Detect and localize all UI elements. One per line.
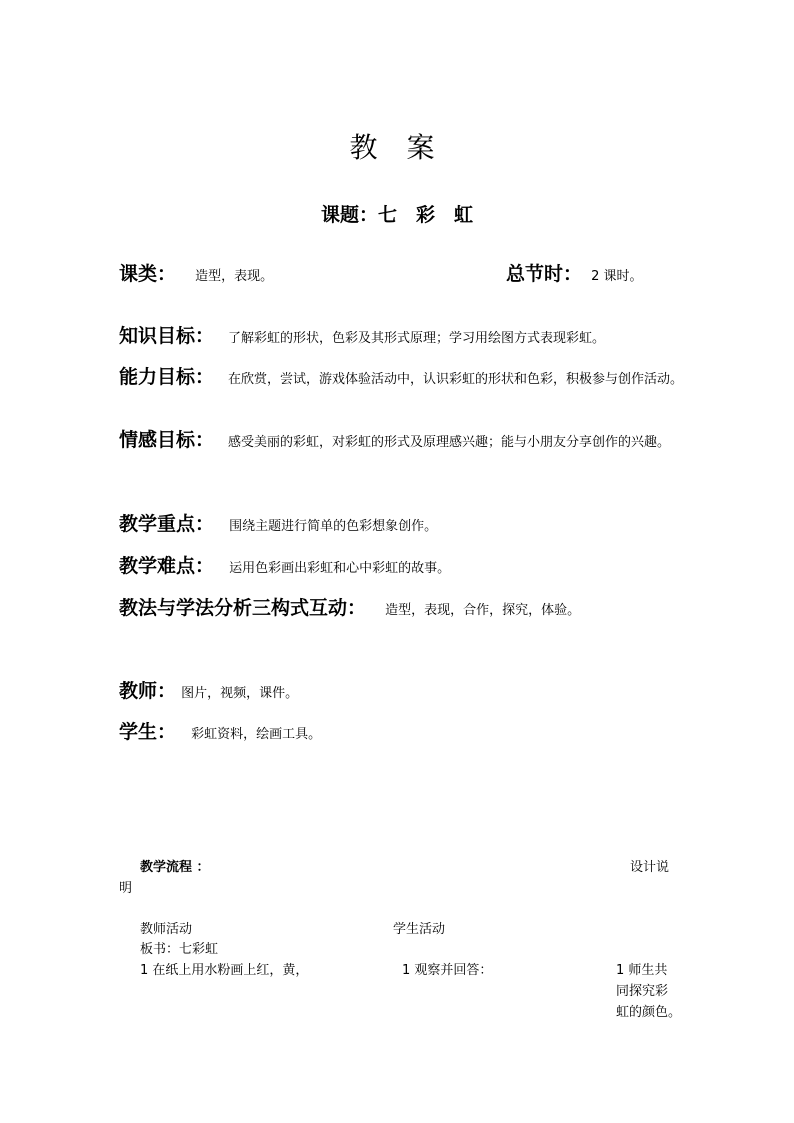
teacher-step-1: 1 在纸上用水粉画上红，黄，: [140, 963, 309, 978]
teaching-method-text: 造型，表现，合作，探究，体验。: [385, 603, 581, 618]
emotion-goal-label: 情感目标：: [119, 429, 215, 451]
emotion-goal: [119, 425, 689, 458]
teaching-difficulty: [119, 551, 450, 578]
lesson-type-row: [119, 259, 273, 286]
student-activity-header: 学生活动: [393, 922, 446, 937]
teaching-key-point: [119, 509, 437, 536]
student-prep-text: 彩虹资料，绘画工具。: [191, 727, 322, 742]
student-step-1: 1 观察并回答：: [402, 963, 493, 978]
knowledge-goal-text: 了解彩虹的形状，色彩及其形式原理；学习用绘图方式表现彩虹。: [228, 331, 606, 346]
teacher-activity-header: 教师活动: [140, 922, 193, 937]
teacher-prep-label: 教师：: [119, 680, 177, 702]
teaching-method-label: 教法与学法分析三构式互动：: [119, 597, 367, 619]
document-title: 教 案: [349, 131, 445, 164]
teaching-method: [119, 593, 580, 620]
student-prep-label: 学生：: [119, 721, 177, 743]
emotion-goal-text: 感受美丽的彩虹，对彩虹的形式及原理感兴趣；能与小朋友分享创作的兴趣。: [228, 435, 671, 450]
design-note-heading: 设计说: [630, 860, 670, 875]
knowledge-goal-label: 知识目标：: [119, 325, 215, 347]
design-note-1-line-2: 同探究彩: [616, 984, 669, 999]
teacher-prep: [119, 676, 298, 703]
ability-goal: [119, 362, 689, 395]
lesson-subject: 课题：七 彩 虹: [320, 204, 473, 226]
board-writing: 板书：七彩虹: [140, 942, 219, 957]
ability-goal-label: 能力目标：: [119, 366, 215, 388]
design-note-1-line-1: 1 师生共: [616, 963, 668, 978]
total-hours-label: 总节时：: [506, 263, 583, 285]
teaching-key-text: 围绕主题进行简单的色彩想象创作。: [229, 519, 438, 534]
teaching-difficulty-text: 运用色彩画出彩虹和心中彩虹的故事。: [229, 561, 451, 576]
knowledge-goal: [119, 321, 689, 354]
total-hours-row: [506, 259, 643, 286]
teaching-flow-heading: 教学流程 ：: [140, 860, 210, 875]
lesson-type-value: 造型，表现。: [195, 269, 274, 284]
ability-goal-text: 在欣赏，尝试，游戏体验活动中，认识彩虹的形状和色彩，积极参与创作活动。: [228, 372, 684, 387]
lesson-type-label: 课类：: [119, 263, 177, 285]
teaching-difficulty-label: 教学难点：: [119, 555, 215, 577]
student-prep: [119, 717, 321, 744]
teacher-prep-text: 图片，视频，课件。: [181, 686, 299, 701]
design-note-1-line-3: 虹的颜色。: [616, 1005, 682, 1020]
teaching-key-label: 教学重点：: [119, 513, 215, 535]
design-note-heading-wrap: 明: [119, 881, 133, 896]
total-hours-value: 2 课时。: [591, 269, 643, 284]
